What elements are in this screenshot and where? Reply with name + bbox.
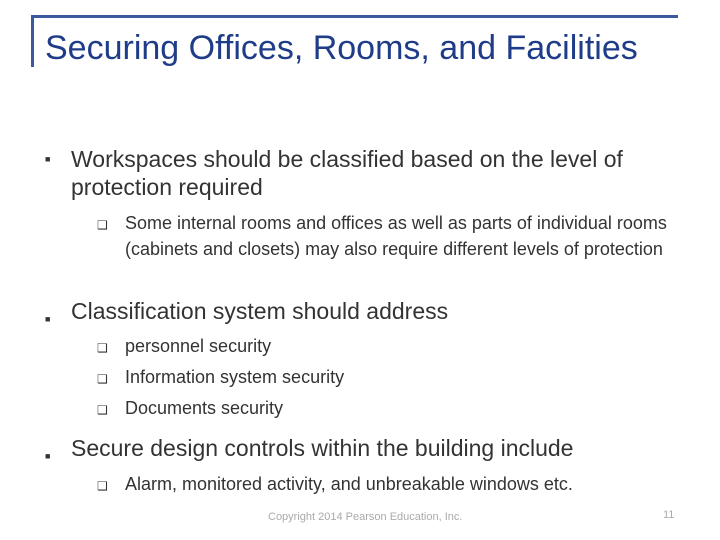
sub-bullet-icon: ❑ [97,341,108,355]
sub-bullet-text: personnel security [125,336,272,356]
sub-bullet-text: Information system security [125,367,345,387]
sub-bullet-icon: ❑ [97,218,108,232]
sub-bullet-icon: ❑ [97,479,108,493]
slide-title: Securing Offices, Rooms, and Facilities [45,29,638,67]
sub-bullet-icon: ❑ [97,403,108,417]
bullet-text: Secure design controls within the building include [71,435,574,461]
bullet-text: Workspaces should be classified based on the level of protection required [71,146,623,200]
page-number: 11 [663,509,675,521]
bullet-square-icon: ■ [45,314,51,324]
bullet-text: Classification system should address [71,298,449,324]
sub-bullet-text: Documents security [125,398,284,418]
sub-bullet-text: Some internal rooms and offices as well as parts of individual rooms (cabinets and closets) may also require different levels of protection [125,213,667,259]
bullet-square-icon: ■ [45,154,51,164]
sub-bullet-icon: ❑ [97,372,108,386]
copyright-footer: Copyright 2014 Pearson Education, Inc. [268,511,463,523]
bullet-square-icon: ■ [45,451,51,461]
title-rule-left [31,15,34,67]
sub-bullet-text: Alarm, monitored activity, and unbreakable windows etc. [125,474,573,494]
title-rule-top [31,15,678,18]
